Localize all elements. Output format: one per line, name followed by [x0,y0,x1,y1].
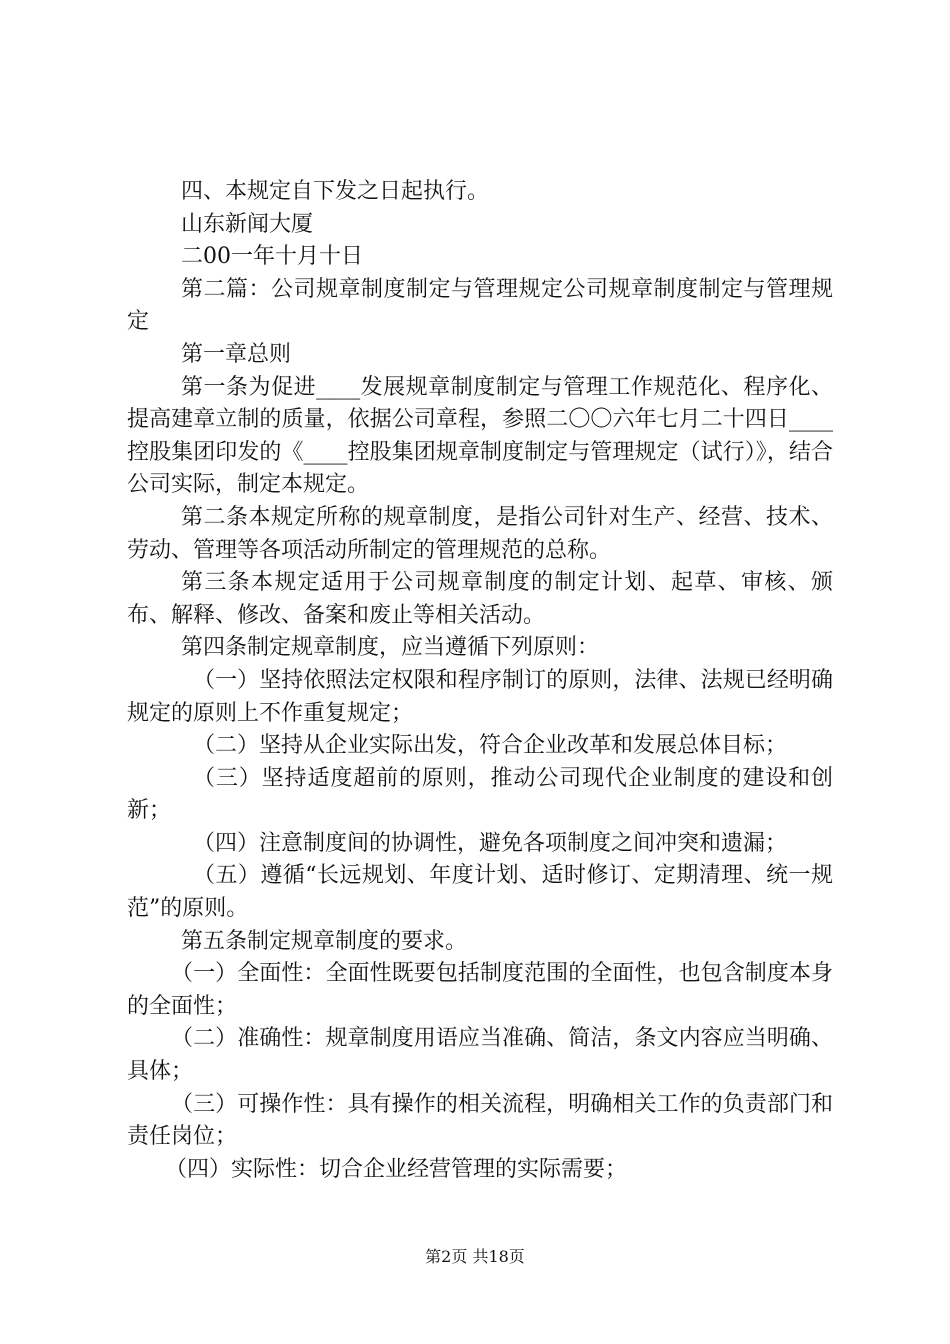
paragraph-article-2: 第二条本规定所称的规章制度，是指公司针对生产、经营、技术、劳动、管理等各项活动所制定的管理规范的总称。 [127,504,833,563]
paragraph-article-5-item-3: （三）可操作性：具有操作的相关流程，明确相关工作的负责部门和责任岗位； [127,1091,833,1150]
paragraph-article-4-item-5: （五）遵循“长远规划、年度计划、适时修订、定期清理、统一规范”的原则。 [127,863,833,922]
paragraph-article-5: 第五条制定规章制度的要求。 [181,928,468,954]
paragraph-article-4: 第四条制定规章制度，应当遵循下列原则： [181,635,600,661]
page-number-footer: 第2页 共18页 [425,1247,525,1266]
paragraph-article-1: 第一条为促进____发展规章制度制定与管理工作规范化、程序化、提高建章立制的质量，依据公司章程，参照二〇〇六年七月二十四日____控股集团印发的《____控股集团规章制度制定与管理规定（试行）》，结合公司实际，制定本规定。 [127,374,833,498]
paragraph-article-5-item-4: （四）实际性：切合企业经营管理的实际需要； [165,1156,628,1182]
paragraph-article-5-item-1: （一）全面性：全面性既要包括制度范围的全面性，也包含制度本身的全面性； [127,961,833,1019]
paragraph-chapter-one-title: 第一章总则 [181,341,292,367]
paragraph-article-5-item-2: （二）准确性：规章制度用语应当准确、简洁，条文内容应当明确、具体； [127,1026,833,1085]
paragraph-issue-date: 二00一年十月十日 [181,244,363,270]
document-body [127,176,833,1186]
paragraph-article-4-item-1: （一）坚持依照法定权限和程序制订的原则，法律、法规已经明确规定的原则上不作重复规定； [127,667,833,726]
paragraph-part-two-title: 第二篇：公司规章制度制定与管理规定公司规章制度制定与管理规定 [127,276,833,335]
paragraph-article-4-item-3: （三）坚持适度超前的原则，推动公司现代企业制度的建设和创新； [127,765,833,824]
paragraph-article-3: 第三条本规定适用于公司规章制度的制定计划、起草、审核、颁布、解释、修改、备案和废止等相关活动。 [127,570,833,628]
paragraph-article-4-item-4: （四）注意制度间的协调性，避免各项制度之间冲突和遗漏； [193,830,788,856]
paragraph-issuer: 山东新闻大厦 [181,211,314,237]
paragraph-article-4-item-2: （二）坚持从企业实际出发，符合企业改革和发展总体目标； [193,733,788,759]
paragraph-effective-date-clause: 四、本规定自下发之日起执行。 [181,179,490,204]
